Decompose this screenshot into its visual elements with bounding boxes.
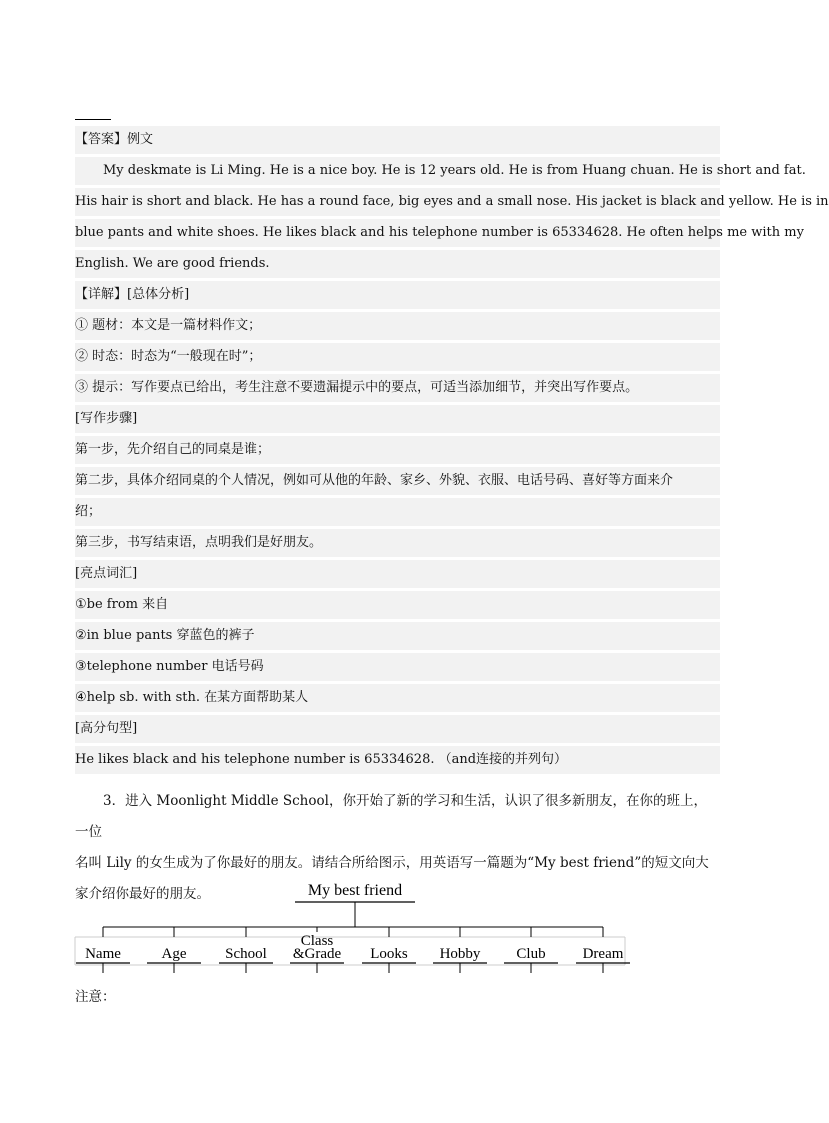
sentence-heading: [高分句型] [75, 715, 720, 743]
question-line: 3．进入 Moonlight Middle School，你开始了新的学习和生活，认识了很多新朋友，在你的班上，一位 [75, 793, 707, 840]
top-rule [75, 119, 111, 120]
node-label: Name [85, 946, 121, 962]
node-label: Age [161, 946, 187, 962]
essay-line: blue pants and white shoes. He likes black and his telephone number is 65334628. He often helps me with my [75, 219, 720, 247]
node-label: Club [516, 946, 546, 962]
node-label: &Grade [292, 946, 342, 962]
question-line: 名叫 Lily 的女生成为了你最好的朋友。请结合所给图示，用英语写一篇题为“My best friend”的短文向大 [75, 855, 709, 871]
analysis-item: ① 题材：本文是一篇材料作文； [75, 312, 720, 340]
step-item: 第一步，先介绍自己的同桌是谁； [75, 436, 720, 464]
node-label: Dream [582, 946, 624, 962]
analysis-item: ② 时态：时态为“一般现在时”； [75, 343, 720, 371]
sentence-item: He likes black and his telephone number is 65334628. （and连接的并列句） [75, 746, 720, 774]
mindmap-root: My best friend [307, 882, 403, 899]
answer-heading: 【答案】例文 [75, 126, 720, 154]
vocab-heading: [亮点词汇] [75, 560, 720, 588]
vocab-item: ②in blue pants 穿蓝色的裤子 [75, 622, 720, 650]
step-item: 绍； [75, 498, 720, 526]
node-label: School [225, 946, 267, 962]
essay-line: My deskmate is Li Ming. He is a nice boy. He is 12 years old. He is from Huang chuan. He is short and fat. [75, 157, 720, 185]
steps-heading: [写作步骤] [75, 405, 720, 433]
step-item: 第三步，书写结束语，点明我们是好朋友。 [75, 529, 720, 557]
answer-section [75, 126, 829, 777]
note-label: 注意： [75, 989, 116, 1005]
mind-map [70, 872, 640, 982]
essay-line: His hair is short and black. He has a round face, big eyes and a small nose. His jacket is black and yellow. He is in [75, 188, 720, 216]
detail-heading: 【详解】[总体分析] [75, 281, 720, 309]
vocab-item: ③telephone number 电话号码 [75, 653, 720, 681]
essay-line: English. We are good friends. [75, 250, 720, 278]
vocab-item: ④help sb. with sth. 在某方面帮助某人 [75, 684, 720, 712]
step-item: 第二步，具体介绍同桌的个人情况，例如可从他的年龄、家乡、外貌、衣服、电话号码、喜好等方面来介 [75, 467, 720, 495]
node-label: Hobby [439, 946, 481, 962]
node-label: Looks [370, 946, 408, 962]
question-line: 家介绍你最好的朋友。 [75, 886, 210, 902]
analysis-item: ③ 提示：写作要点已给出，考生注意不要遗漏提示中的要点，可适当添加细节，并突出写作要点。 [75, 374, 720, 402]
node-label: Class [300, 933, 334, 949]
vocab-item: ①be from 来自 [75, 591, 720, 619]
